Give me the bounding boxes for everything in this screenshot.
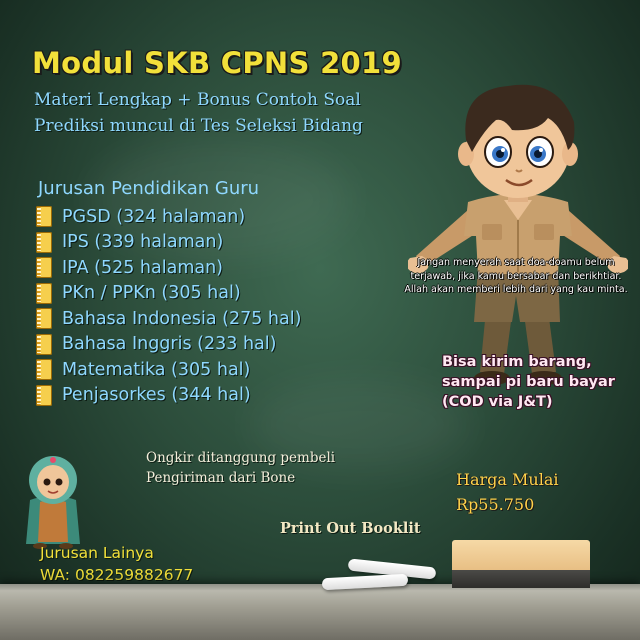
print-out-label: Print Out Booklit — [280, 520, 421, 537]
notebook-icon — [36, 257, 52, 278]
motivational-quote — [400, 256, 632, 297]
cod-line: sampai pi baru bayar — [442, 374, 615, 390]
list-item — [36, 357, 301, 383]
other-departments — [40, 542, 193, 586]
quote-line: terjawab, jika kamu bersabar dan berikhtiar. — [410, 270, 622, 282]
module-label: PKn / PPKn (305 hal) — [62, 283, 241, 304]
shipping-info — [146, 448, 335, 488]
notebook-icon — [36, 385, 52, 406]
cod-info — [442, 352, 615, 412]
cod-line: Bisa kirim barang, — [442, 354, 592, 370]
module-label: Bahasa Indonesia (275 hal) — [62, 308, 302, 329]
chalk-ledge — [0, 584, 640, 640]
module-label: IPA (525 halaman) — [62, 257, 224, 278]
module-label: PGSD (324 halaman) — [62, 206, 246, 227]
notebook-icon — [36, 334, 52, 355]
list-item — [36, 383, 301, 409]
list-item — [36, 255, 301, 281]
list-item — [36, 306, 301, 332]
page-title: Modul SKB CPNS 2019 — [32, 46, 402, 80]
shipping-line: Ongkir ditanggung pembeli — [146, 450, 336, 466]
girl-character-illustration — [18, 452, 88, 550]
other-label: Jurusan Lainya — [40, 544, 154, 562]
subtitle-line: Prediksi muncul di Tes Seleksi Bidang — [34, 116, 363, 136]
list-item — [36, 204, 301, 230]
list-item — [36, 281, 301, 307]
quote-line: Allah akan memberi lebih dari yang kau minta. — [404, 284, 628, 295]
eraser-icon — [452, 540, 590, 588]
department-header: Jurusan Pendidikan Guru — [38, 178, 260, 199]
quote-line: Jangan menyerah saat doa-doamu belum — [417, 257, 615, 268]
notebook-icon — [36, 206, 52, 227]
module-label: IPS (339 halaman) — [62, 232, 224, 253]
module-list — [36, 204, 301, 408]
shipping-line: Pengiriman dari Bone — [146, 470, 296, 486]
whatsapp-contact: WA: 082259882677 — [40, 566, 194, 584]
list-item — [36, 230, 301, 256]
subtitle-line: Materi Lengkap + Bonus Contoh Soal — [34, 90, 361, 110]
module-label: Matematika (305 hal) — [62, 359, 251, 380]
boy-character-illustration — [408, 60, 628, 390]
list-item — [36, 332, 301, 358]
notebook-icon — [36, 359, 52, 380]
price-label: Harga Mulai — [456, 470, 559, 489]
notebook-icon — [36, 283, 52, 304]
notebook-icon — [36, 308, 52, 329]
module-label: Penjasorkes (344 hal) — [62, 385, 251, 406]
price-value: Rp55.750 — [456, 495, 535, 514]
cod-line: (COD via J&T) — [442, 394, 553, 410]
module-label: Bahasa Inggris (233 hal) — [62, 334, 277, 355]
notebook-icon — [36, 232, 52, 253]
